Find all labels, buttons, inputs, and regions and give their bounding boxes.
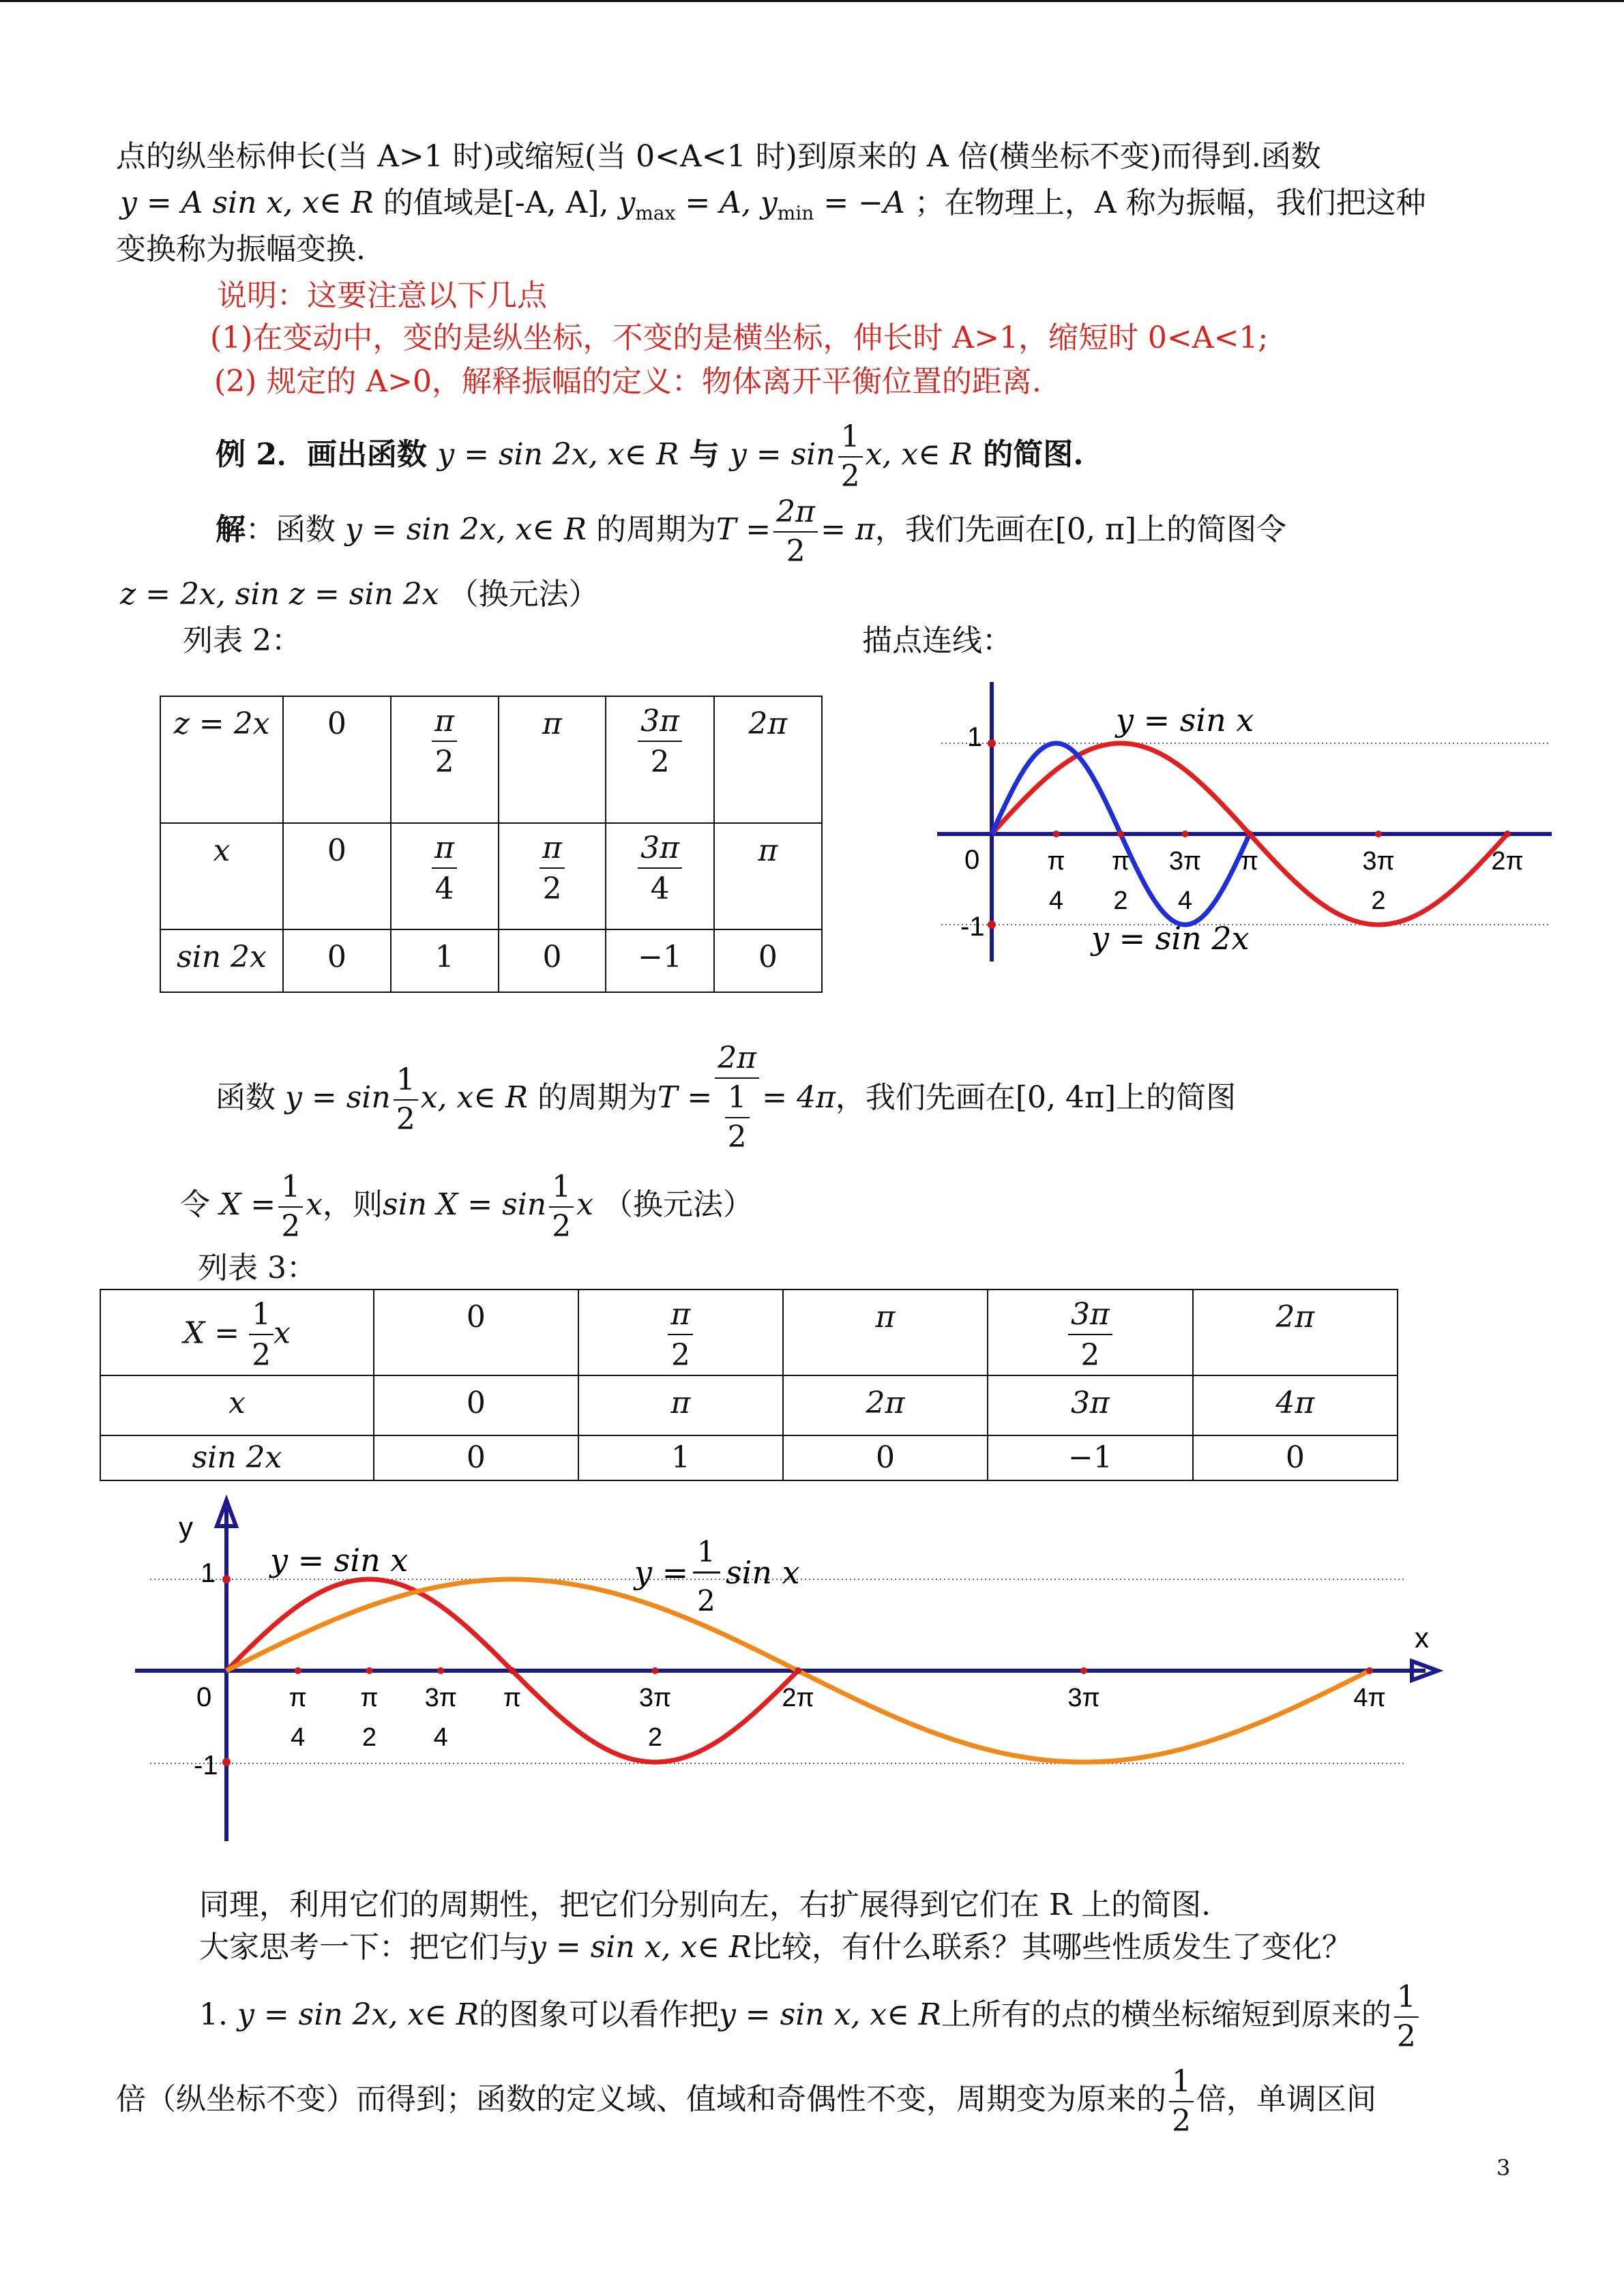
solution-frac-den: 2 bbox=[786, 533, 806, 569]
para-4-math-4: x bbox=[576, 1187, 593, 1222]
graph-1-tick-label: 3π bbox=[1362, 847, 1395, 876]
point-1-line-2-fraction bbox=[1169, 2063, 1194, 2138]
solution-text-3: ，我们先画在[0, π]上的简图令 bbox=[874, 512, 1287, 547]
table-3-cell: $\frac{\pi}{2}$ bbox=[578, 1289, 783, 1375]
para-3-frac-1-den: 2 bbox=[396, 1101, 415, 1137]
para-3-fraction-1 bbox=[394, 1062, 418, 1137]
table-3-cell: sin 2x bbox=[100, 1435, 374, 1480]
solution-substitution-math: z = 2x, sin z = sin 2x bbox=[120, 577, 439, 612]
graph-1-label-sin-2x: y = sin 2x bbox=[1091, 920, 1250, 957]
para-4-text-1: 令 bbox=[180, 1187, 210, 1222]
table-3 bbox=[100, 1289, 1398, 1481]
point-1-line-2-text-1: 倍（纵坐标不变）而得到；函数的定义域、值域和奇偶性不变，周期变为原来的 bbox=[116, 2082, 1166, 2117]
point-1-frac-den: 2 bbox=[1396, 2018, 1416, 2054]
table-2-cell: $\frac{3\pi}{4}$ bbox=[606, 823, 713, 929]
para-4-fraction-1 bbox=[278, 1169, 303, 1244]
para-4-math-2: x bbox=[306, 1187, 323, 1222]
table-2-row bbox=[160, 823, 822, 929]
para-5-line-2 bbox=[199, 1927, 1352, 1968]
para-4-text-3: （换元法） bbox=[602, 1187, 753, 1222]
graph-1-tick-label: 2π bbox=[1491, 847, 1524, 876]
point-1-text-1: 的图象可以看作把 bbox=[478, 1997, 719, 2032]
table-2-cell: π bbox=[499, 696, 606, 823]
para-3-frac-1-num: 1 bbox=[394, 1065, 418, 1101]
table-3-cell: −1 bbox=[988, 1435, 1192, 1480]
table-2-cell: 0 bbox=[283, 929, 391, 992]
para-4-text-2: ，则 bbox=[323, 1187, 383, 1222]
para-3-math-1b: x, x∈ R bbox=[420, 1080, 528, 1115]
para-3-fraction-2 bbox=[715, 1040, 759, 1154]
graph-2-label-half-a: y = bbox=[634, 1554, 689, 1591]
para-3-math-1a: y = sin bbox=[285, 1080, 391, 1115]
para-4-math-3: sin X = sin bbox=[383, 1187, 547, 1222]
graph-2-y-tick-dot bbox=[222, 1758, 231, 1766]
graph-2-tick-label: π bbox=[503, 1684, 522, 1712]
intro-line-3: 变换称为振幅变换. bbox=[116, 232, 366, 267]
graph-1-tick-denominator: 4 bbox=[1048, 886, 1064, 915]
table-2-cell: $\frac{\pi}{2}$ bbox=[391, 696, 499, 823]
graph-2-tick-denominator: 4 bbox=[291, 1723, 306, 1752]
page-top-border bbox=[0, 0, 1624, 2]
graph-1-tick-dot bbox=[1504, 831, 1511, 837]
solution-fraction bbox=[773, 494, 818, 569]
graph-2-tick-dot bbox=[366, 1667, 373, 1674]
point-1-math-2: y = sin x, x∈ R bbox=[718, 1997, 941, 2032]
graph-2-tick-dot bbox=[1080, 1667, 1087, 1674]
graph-2-tick-dot bbox=[795, 1667, 801, 1674]
graph-2-x-axis-label: x bbox=[1415, 1622, 1429, 1654]
graph-2-tick-label: 2π bbox=[782, 1684, 814, 1712]
intro-sub-max: max bbox=[635, 201, 676, 224]
table-2-row bbox=[160, 929, 822, 992]
solution-text-2: 的周期为 bbox=[595, 512, 716, 547]
para-3-frac-2-num: 2π bbox=[715, 1043, 759, 1079]
solution-math-2: T = bbox=[715, 512, 771, 547]
solution-math-3: = π bbox=[821, 512, 875, 547]
graph-2-tick-denominator: 2 bbox=[647, 1723, 663, 1752]
table-2-cell: $\frac{\pi}{4}$ bbox=[391, 823, 499, 929]
solution-frac-num: 2π bbox=[773, 497, 818, 533]
solution-label: 解 bbox=[216, 512, 246, 547]
point-1-line-2-frac-num: 1 bbox=[1169, 2067, 1194, 2102]
table-3-cell: 0 bbox=[374, 1435, 578, 1480]
example-2-fraction bbox=[838, 419, 863, 494]
graph-1-tick-label: π bbox=[1111, 847, 1130, 876]
graph-1-tick-dot bbox=[1117, 831, 1124, 837]
graph-1 bbox=[914, 675, 1562, 975]
solution-substitution-text: （换元法） bbox=[448, 577, 599, 612]
graph-1-tick-label: 3π bbox=[1168, 847, 1202, 876]
table-3-cell: 0 bbox=[783, 1435, 988, 1480]
point-1-number: 1. bbox=[199, 1997, 228, 2032]
graph-2-label-half-num: 1 bbox=[697, 1535, 715, 1568]
graph-1-tick-label: π bbox=[1240, 847, 1259, 876]
point-1-math-1: y = sin 2x, x∈ R bbox=[237, 1997, 479, 2032]
table-2-cell: $\frac{3\pi}{2}$ bbox=[606, 696, 713, 823]
intro-range-text: 的值域是[-A, A], bbox=[383, 185, 619, 220]
para-4-frac-1-num: 1 bbox=[278, 1172, 303, 1208]
para-4-fraction-2 bbox=[549, 1169, 574, 1244]
graph-2-tick-label: 4π bbox=[1353, 1684, 1386, 1712]
intro-math-range: y = A sin x, x∈ R bbox=[120, 185, 374, 220]
graph-1-tick-denominator: 4 bbox=[1177, 886, 1193, 915]
intro-ymax-val: = A, y bbox=[675, 185, 778, 220]
table-2-cell: 0 bbox=[499, 929, 606, 992]
notes-item-2: (2) 规定的 A>0，解释振幅的定义：物体离开平衡位置的距离. bbox=[214, 364, 1042, 399]
table-3-cell: 2π bbox=[783, 1375, 988, 1435]
example-2-frac-den: 2 bbox=[840, 458, 860, 494]
graph-1-tick-dot bbox=[1246, 831, 1253, 837]
graph-1-tick-denominator: 2 bbox=[1371, 886, 1386, 915]
table-2-cell: 0 bbox=[714, 929, 822, 992]
graph-1-tick-dot bbox=[1182, 831, 1189, 837]
graph-2-label-sin-x: y = sin x bbox=[270, 1542, 409, 1579]
page-number: 3 bbox=[1496, 2155, 1511, 2181]
graph-2-tick-label: 3π bbox=[1067, 1684, 1100, 1712]
table-3-row bbox=[100, 1435, 1398, 1480]
table-3-row bbox=[100, 1375, 1398, 1435]
table-3-cell: 0 bbox=[1193, 1435, 1398, 1480]
point-1-line-1 bbox=[199, 1978, 1421, 2053]
table-3-cell: x bbox=[100, 1375, 374, 1435]
para-5-math: y = sin x, x∈ R bbox=[529, 1930, 752, 1965]
para-3-text-2: 的周期为 bbox=[537, 1080, 658, 1115]
table-3-cell: 4π bbox=[1193, 1375, 1398, 1435]
table-2-caption: 列表 2： bbox=[183, 623, 301, 658]
point-1-frac-num: 1 bbox=[1394, 1982, 1419, 2018]
graph-2-label-half-b: sin x bbox=[726, 1554, 800, 1591]
graph-2-tick-denominator: 4 bbox=[433, 1723, 448, 1752]
notes-item-1: (1)在变动中，变的是纵坐标，不变的是横坐标，伸长时 A>1，缩短时 0<A<1; bbox=[210, 320, 1269, 355]
table-2-cell: π bbox=[714, 823, 822, 929]
point-1-fraction bbox=[1394, 1979, 1419, 2054]
graph-2-origin: 0 bbox=[196, 1682, 212, 1712]
para-3-frac-2-den bbox=[715, 1079, 759, 1152]
table-3-cell: 2π bbox=[1193, 1289, 1398, 1375]
example-2-mid: 与 bbox=[689, 437, 720, 472]
graph-2-tick-label: π bbox=[289, 1684, 307, 1712]
point-1-text-2: 上所有的点的横坐标缩短到原来的 bbox=[941, 1997, 1391, 2032]
point-1-line-2-text-2: 倍，单调区间 bbox=[1196, 2082, 1376, 2117]
graph-2-tick-denominator: 2 bbox=[361, 1723, 377, 1752]
example-2-math-2b: x, x∈ R bbox=[865, 437, 973, 472]
para-4-math-1: X = bbox=[220, 1187, 276, 1222]
table-2 bbox=[160, 696, 823, 993]
para-3 bbox=[216, 1037, 1236, 1159]
graph-2-tick-dot bbox=[509, 1667, 516, 1674]
intro-amplitude-text: ；在物理上，A 称为振幅，我们把这种 bbox=[914, 185, 1426, 220]
graph-1-tick-denominator: 2 bbox=[1113, 886, 1128, 915]
table-3-cell: $\frac{3\pi}{2}$ bbox=[988, 1289, 1192, 1375]
para-3-math-2: T = bbox=[657, 1080, 713, 1115]
graph-2-y-tick-neg1: -1 bbox=[194, 1750, 218, 1780]
para-5-line-1: 同理，利用它们的周期性，把它们分别向左，右扩展得到它们在 R 上的简图. bbox=[199, 1888, 1211, 1922]
table-2-cell: 1 bbox=[391, 929, 499, 992]
example-2-math-2a: y = sin bbox=[729, 437, 836, 472]
table-3-cell: 0 bbox=[374, 1289, 578, 1375]
point-1-line-2-frac-den: 2 bbox=[1172, 2103, 1191, 2138]
graph-1-y-tick-1: 1 bbox=[967, 722, 983, 752]
intro-sub-min: min bbox=[777, 201, 814, 224]
example-2-math-1: y = sin 2x, x∈ R bbox=[437, 437, 679, 472]
graph-1-y-tick-dot bbox=[988, 739, 996, 747]
notes-heading: 说明：这要注意以下几点 bbox=[217, 278, 547, 313]
graph-2-tick-dot bbox=[437, 1667, 444, 1674]
graph-2-tick-dot bbox=[1366, 1667, 1373, 1674]
intro-ymin-val: = −A bbox=[814, 185, 905, 220]
para-3-frac-2-den-num: 1 bbox=[725, 1083, 750, 1118]
para-5-text-1: 大家思考一下：把它们与 bbox=[199, 1930, 529, 1965]
graph-1-origin: 0 bbox=[964, 845, 980, 875]
graph-1-y-tick-dot bbox=[988, 921, 996, 929]
table-2-cell: sin 2x bbox=[160, 929, 283, 992]
graph-2-tick-label: π bbox=[360, 1684, 379, 1712]
table-3-cell: X = $\frac{1}{2}$ x bbox=[100, 1289, 374, 1375]
graph-1-y-tick-neg1: -1 bbox=[960, 912, 985, 942]
graph-2-tick-dot bbox=[295, 1667, 301, 1674]
solution-text-1: ：函数 bbox=[246, 512, 336, 547]
intro-line-1: 点的纵坐标伸长(当 A>1 时)或缩短(当 0<A<1 时)到原来的 A 倍(横坐标不变)而得到.函数 bbox=[116, 139, 1321, 174]
graph-2-y-axis-label: y bbox=[179, 1511, 193, 1543]
para-5-text-2: 比较，有什么联系？其哪些性质发生了变化？ bbox=[751, 1930, 1352, 1965]
graph-2-tick-label: 3π bbox=[424, 1684, 457, 1712]
table-3-cell: 3π bbox=[988, 1375, 1192, 1435]
para-3-math-3: = 4π bbox=[762, 1080, 836, 1115]
graph-1-tick-dot bbox=[1053, 831, 1060, 837]
table-2-cell: 0 bbox=[283, 823, 391, 929]
graph-1-label-sin-x: y = sin x bbox=[1116, 702, 1254, 739]
table-3-row bbox=[100, 1289, 1398, 1375]
intro-ymax-y: y bbox=[618, 185, 636, 220]
graph-2-y-tick-1: 1 bbox=[201, 1558, 216, 1588]
graph-1-tick-dot bbox=[1375, 831, 1382, 837]
example-2-heading bbox=[216, 417, 1084, 492]
graph-2 bbox=[123, 1493, 1460, 1848]
example-2-tail: 的简图. bbox=[983, 437, 1084, 472]
graph-2-y-tick-dot bbox=[222, 1575, 231, 1583]
table-3-cell: 0 bbox=[374, 1375, 578, 1435]
table-3-caption: 列表 3： bbox=[198, 1251, 316, 1285]
graph-2-tick-label: 3π bbox=[638, 1684, 672, 1712]
graph-1-tick-label: π bbox=[1047, 847, 1065, 876]
point-1-line-2 bbox=[116, 2062, 1376, 2137]
graph-2-tick-dot bbox=[652, 1667, 659, 1674]
para-4-frac-2-num: 1 bbox=[549, 1172, 574, 1208]
table-2-cell: −1 bbox=[606, 929, 713, 992]
table-2-cell: x bbox=[160, 823, 283, 929]
graph-2-label-half-den: 2 bbox=[697, 1584, 715, 1617]
table-3-cell: 1 bbox=[578, 1435, 783, 1480]
para-4-frac-1-den: 2 bbox=[281, 1208, 301, 1244]
example-2-label: 例 2．画出函数 bbox=[216, 437, 427, 472]
para-3-text-1: 函数 bbox=[216, 1080, 276, 1115]
example-2-frac-num: 1 bbox=[838, 422, 863, 458]
table-3-cell: π bbox=[783, 1289, 988, 1375]
solution-line-2 bbox=[120, 574, 599, 615]
para-4 bbox=[180, 1167, 753, 1242]
table-2-cell: 0 bbox=[283, 696, 391, 823]
table-2-cell: 2π bbox=[714, 696, 822, 823]
plot-caption: 描点连线： bbox=[862, 623, 1012, 658]
solution-line-1 bbox=[216, 492, 1286, 567]
table-2-cell: $\frac{\pi}{2}$ bbox=[499, 823, 606, 929]
para-3-text-3: ，我们先画在[0, 4π]上的简图 bbox=[835, 1080, 1237, 1115]
para-3-frac-2-den-den: 2 bbox=[727, 1119, 747, 1154]
table-3-cell: π bbox=[578, 1375, 783, 1435]
para-4-frac-2-den: 2 bbox=[552, 1208, 572, 1244]
intro-line-2 bbox=[120, 183, 1426, 234]
solution-math-1: y = sin 2x, x∈ R bbox=[345, 512, 587, 547]
table-2-row bbox=[160, 696, 822, 823]
table-2-cell: z = 2x bbox=[160, 696, 283, 823]
